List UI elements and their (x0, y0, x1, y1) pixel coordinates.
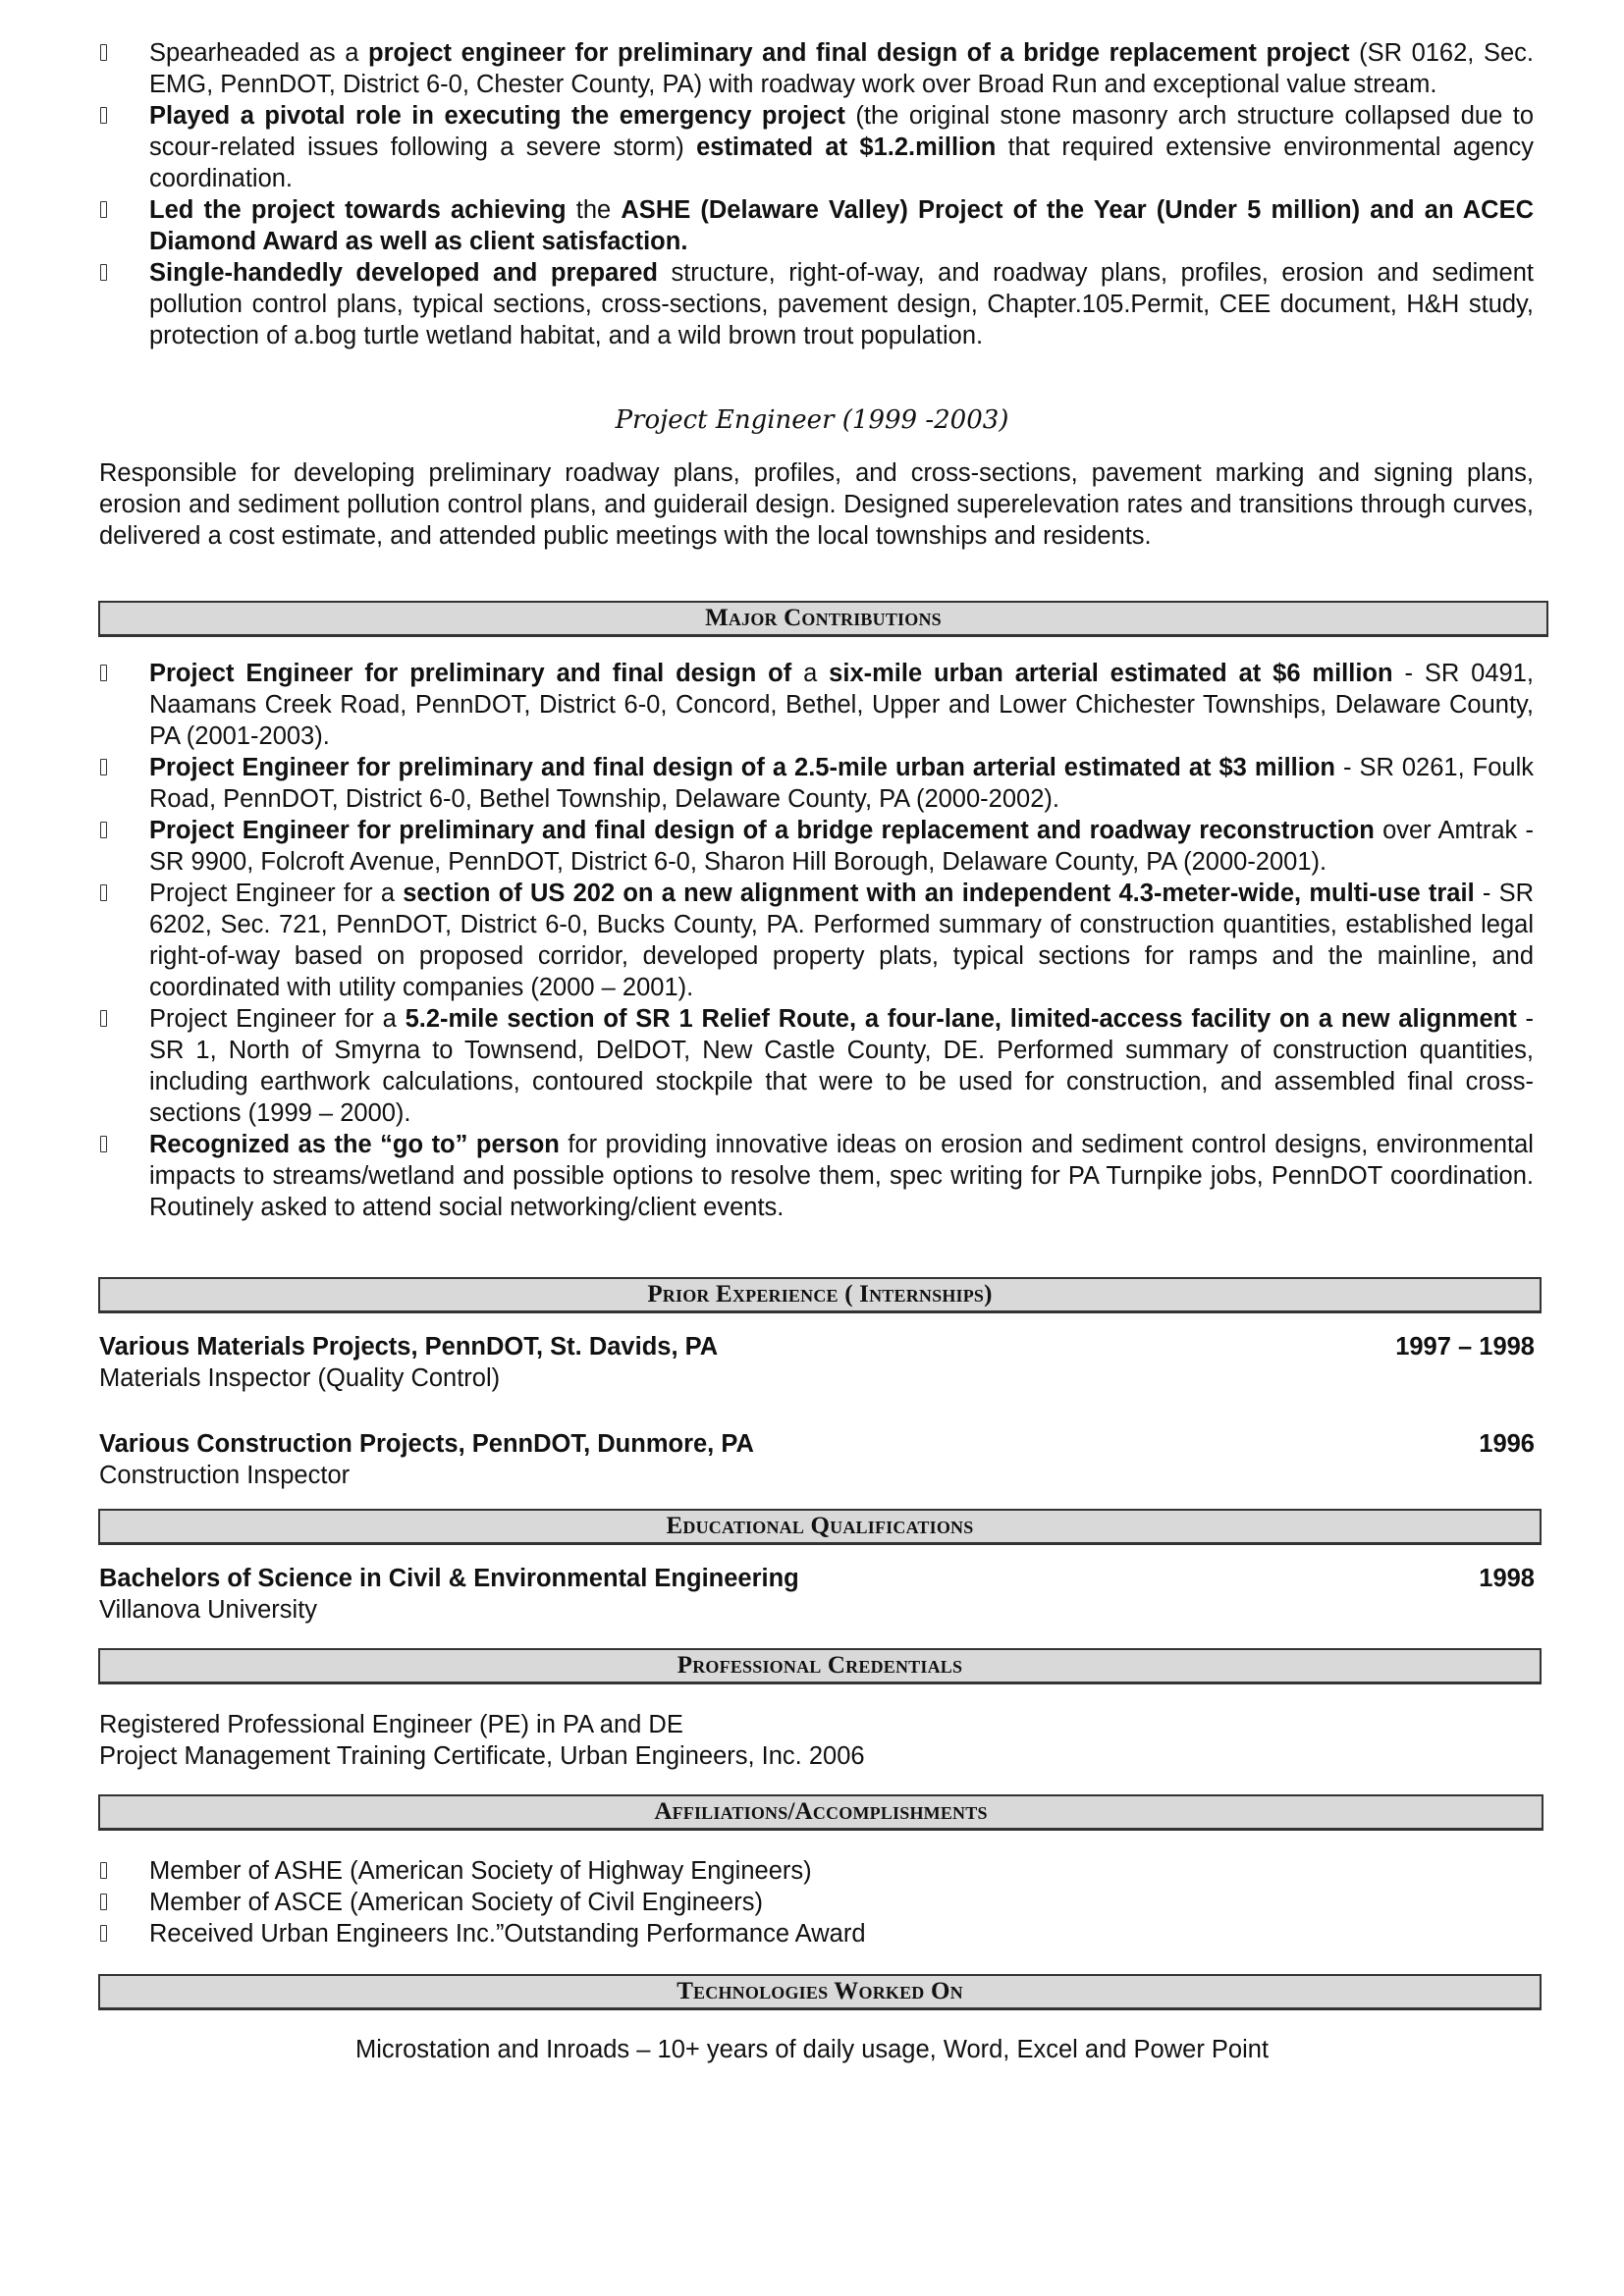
contribution-item (99, 752, 1534, 815)
contribution-item (99, 1003, 1534, 1129)
text: that required extensive environmental agency coordination. (149, 133, 1534, 192)
entry-date: 1997 – 1998 (1395, 1333, 1535, 1361)
experience-entry (99, 1331, 1535, 1394)
affiliations-list (99, 1855, 1534, 1949)
bold-text: Led the project towards achieving (149, 196, 567, 224)
bold-text: six-mile urban arterial estimated at $6 million (829, 660, 1393, 687)
entry-role: Construction Inspector (99, 1462, 351, 1489)
affiliation-text: Received Urban Engineers Inc.”Outstanding Performance Award (149, 1920, 866, 1948)
square-bullet-icon (100, 884, 107, 901)
role-summary: Responsible for developing preliminary roadway plans, profiles, and cross-sections, pavement marking and signing plans, erosion and sediment pollution control plans, and guiderail design. Designed superelevation rates and transitions through curves, delivered a cost estimate, and attended public meetings with the local townships and residents. (99, 459, 1534, 550)
school: Villanova University (99, 1596, 318, 1624)
contribution-item (99, 1129, 1534, 1223)
text: over Amtrak - SR 9900, Folcroft Avenue, PennDOT, District 6-0, Sharon Hill Borough, Delaware County, PA (2000-2001). (149, 817, 1535, 876)
top-item (99, 194, 1534, 257)
text: for providing innovative ideas on erosion and sediment control designs, environmental impacts to streams/wetland and possible options to resolve them, spec writing for PA Turnpike jobs, PennDOT coordination. Routinely asked to attend social networking/client events. (149, 1131, 1534, 1221)
square-bullet-icon (100, 1010, 107, 1027)
square-bullet-icon (100, 759, 107, 775)
top-item (99, 257, 1534, 351)
experience-entry (99, 1428, 1535, 1491)
square-bullet-icon (100, 822, 107, 838)
square-bullet-icon (100, 264, 107, 281)
text: Project Engineer for a (149, 880, 404, 907)
affiliation-text: Member of ASHE (American Society of Highway Engineers) (149, 1857, 812, 1885)
affiliation-item (99, 1918, 1534, 1949)
credential-item: Project Management Training Certificate, Urban Engineers, Inc. 2006 (99, 1742, 865, 1770)
bold-text: Recognized as the “go to” person (149, 1131, 560, 1158)
text: - SR 6202, Sec. 721, PennDOT, District 6-0, Bucks County, PA. Performed summary of construction quantities, established legal right-of-way based on proposed corridor, developed property plats, typical sections for ramps and the mainline, and coordinated with utility companies (2000 – 2001). (149, 880, 1535, 1001)
section-credentials: Professional Credentials (98, 1648, 1542, 1684)
text: - SR 0261, Foulk Road, PennDOT, District 6-0, Bethel Township, Delaware County, PA (2000-2002). (149, 754, 1535, 813)
degree: Bachelors of Science in Civil & Environmental Engineering (99, 1565, 799, 1592)
text: a (791, 660, 830, 687)
text: (the original stone masonry arch structure collapsed due to scour-related issues following a severe storm) (149, 102, 1535, 161)
contribution-item (99, 658, 1534, 752)
square-bullet-icon (100, 665, 107, 681)
contribution-item (99, 878, 1534, 1003)
section-affiliations: Affiliations/Accomplishments (98, 1794, 1543, 1831)
affiliation-item (99, 1887, 1534, 1918)
square-bullet-icon (100, 201, 107, 218)
bold-text: section of US 202 on a new alignment with an independent 4.3-meter-wide, multi-use trail (403, 880, 1475, 907)
top-item (99, 37, 1534, 100)
text: - SR 0491, Naamans Creek Road, PennDOT, District 6-0, Concord, Bethel, Upper and Lower Chichester Townships, Delaware County, PA (2001-2003). (149, 660, 1534, 750)
text: the (566, 196, 622, 224)
text: Spearheaded as a (149, 39, 368, 67)
bold-text: estimated at $1.2.million (696, 133, 997, 161)
square-bullet-icon (100, 1136, 107, 1152)
text: Project Engineer for a (149, 1005, 406, 1033)
section-prior-experience: Prior Experience ( Internships) (98, 1277, 1542, 1313)
square-bullet-icon (100, 1925, 107, 1942)
entry-title: Various Materials Projects, PennDOT, St. Davids, PA (99, 1333, 719, 1361)
text: structure, right-of-way, and roadway plans, profiles, erosion and sediment pollution control plans, typical sections, cross-sections, pavement design, Chapter.105.Permit, CEE document, H&H study, protection of a.bog turtle wetland habitat, and a wild brown trout population. (149, 259, 1534, 349)
bold-text: project engineer for preliminary and final design of a bridge replacement project (368, 39, 1350, 67)
bold-text: 5.2-mile section of SR 1 Relief Route, a four-lane, limited-access facility on a new alignment (405, 1005, 1517, 1033)
credential-item: Registered Professional Engineer (PE) in PA and DE (99, 1711, 683, 1738)
top-item (99, 100, 1534, 194)
bold-text: Single-handedly developed and prepared (149, 259, 658, 287)
role-heading: Project Engineer (1999 -2003) (615, 405, 1009, 435)
degree-year: 1998 (1479, 1565, 1535, 1592)
bold-text: Project Engineer for preliminary and final design of (149, 660, 792, 687)
square-bullet-icon (100, 1894, 107, 1910)
affiliation-text: Member of ASCE (American Society of Civil Engineers) (149, 1889, 763, 1916)
credentials-list (99, 1709, 1534, 1772)
section-technologies: Technologies Worked On (98, 1974, 1542, 2010)
entry-date: 1996 (1479, 1430, 1535, 1458)
bold-text: Project Engineer for preliminary and final design of a 2.5-mile urban arterial estimated at $3 million (149, 754, 1335, 781)
affiliation-item (99, 1855, 1534, 1887)
square-bullet-icon (100, 1862, 107, 1879)
technologies-text: Microstation and Inroads – 10+ years of daily usage, Word, Excel and Power Point (354, 2036, 1270, 2063)
text: (SR 0162, Sec. EMG, PennDOT, District 6-0, Chester County, PA) with roadway work over Broad Run and exceptional value stream. (149, 39, 1534, 98)
entry-title: Various Construction Projects, PennDOT, Dunmore, PA (99, 1430, 754, 1458)
bold-text: Played a pivotal role in executing the emergency project (149, 102, 845, 130)
contributions-list (99, 658, 1534, 1223)
education-entry (99, 1563, 1535, 1626)
square-bullet-icon (100, 107, 107, 124)
section-education: Educational Qualifications (98, 1509, 1542, 1545)
contribution-item (99, 815, 1534, 878)
experience-bullets (99, 37, 1534, 351)
square-bullet-icon (100, 44, 107, 61)
bold-text: Project Engineer for preliminary and final design of a bridge replacement and roadway reconstruction (149, 817, 1375, 844)
entry-role: Materials Inspector (Quality Control) (99, 1364, 501, 1392)
bold-text: ASHE (Delaware Valley) Project of the Year (Under 5 million) and an ACEC Diamond Award as well as client satisfaction. (149, 196, 1534, 255)
section-major-contributions: Major Contributions (98, 601, 1548, 637)
text: - SR 1, North of Smyrna to Townsend, DelDOT, New Castle County, DE. Performed summary of construction quantities, including earthwork calculations, contoured stockpile that were to be used for construction, and assembled final cross-sections (1999 – 2000). (149, 1005, 1534, 1127)
